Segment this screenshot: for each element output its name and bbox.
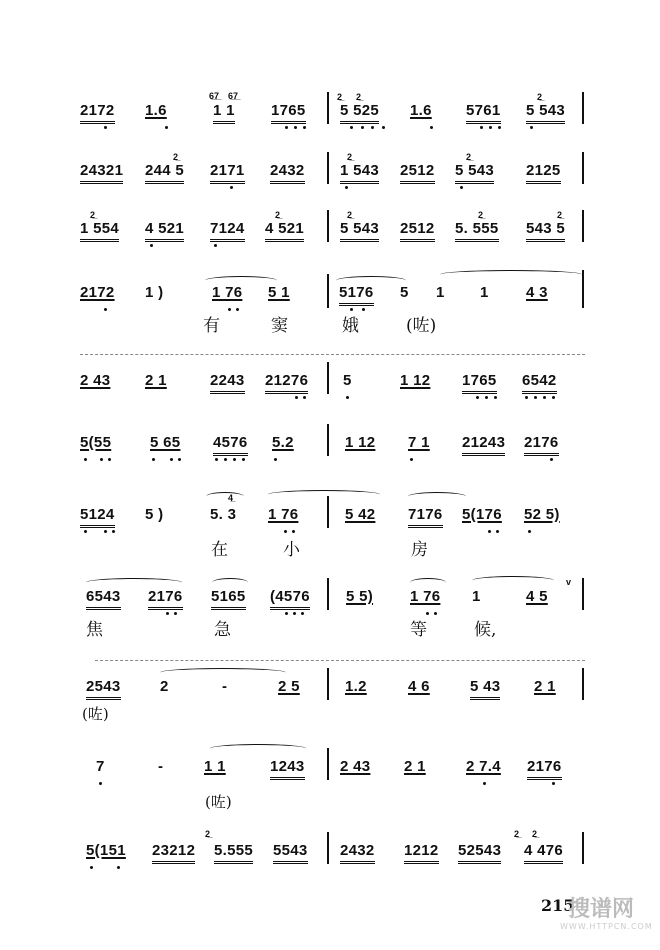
dot <box>104 126 107 129</box>
slur <box>206 492 244 501</box>
note-group: 1 543 <box>340 162 379 184</box>
barline <box>582 270 584 308</box>
note-group: 5 43 <box>470 678 500 700</box>
note-group: 1 76 <box>410 588 441 605</box>
note-group: 2176 <box>527 758 562 780</box>
dot <box>228 308 231 311</box>
slur <box>440 270 582 279</box>
lyric: 有 <box>203 316 220 336</box>
dot <box>430 126 433 129</box>
dot <box>104 308 107 311</box>
note-group: 5. 3 <box>210 506 237 523</box>
grace-note: 2̲ <box>537 92 543 102</box>
grace-note: 2̲ <box>337 92 343 102</box>
dot <box>214 244 217 247</box>
barline <box>582 578 584 610</box>
note-group: 5(55 <box>80 434 112 451</box>
note-group: 1 554 <box>80 220 119 242</box>
score-line-6 <box>0 428 660 468</box>
note-group: 1 76 <box>268 506 299 523</box>
note-group: 1.6 <box>145 102 167 119</box>
dot <box>293 612 296 615</box>
barline <box>327 496 329 528</box>
note-group: 2 7.4 <box>466 758 501 775</box>
grace-note: 2̲ <box>557 210 563 220</box>
dot <box>285 612 288 615</box>
note-group: - <box>222 678 228 695</box>
note-group: 4 5 <box>526 588 548 605</box>
dot <box>230 186 233 189</box>
note-group: 4 3 <box>526 284 548 301</box>
dot <box>215 458 218 461</box>
note-group: 5761 <box>466 102 501 124</box>
score-line-1 <box>0 91 660 136</box>
dot <box>84 530 87 533</box>
slur <box>472 576 554 585</box>
score-line-5 <box>0 366 660 406</box>
dot <box>152 458 155 461</box>
dot <box>292 530 295 533</box>
line-separator <box>95 660 585 661</box>
note-group: 5 543 <box>526 102 565 124</box>
barline <box>327 578 329 610</box>
note-group: 2176 <box>524 434 559 456</box>
dot <box>483 782 486 785</box>
dot <box>285 126 288 129</box>
grace-note: 2̲ <box>347 210 353 220</box>
score-line-8 <box>0 572 660 648</box>
barline <box>327 424 329 456</box>
slur <box>268 490 380 499</box>
note-group: 1 <box>436 284 445 301</box>
lyric: (咗) <box>406 316 437 336</box>
dot <box>236 308 239 311</box>
dot <box>534 396 537 399</box>
score-line-10 <box>0 742 660 814</box>
grace-note: 4̲ <box>228 493 234 503</box>
grace-note: 2̲ <box>478 210 484 220</box>
dot <box>100 458 103 461</box>
barline <box>327 210 329 242</box>
dot <box>274 458 277 461</box>
barline <box>327 832 329 864</box>
note-group: 1 12 <box>345 434 376 451</box>
dot <box>117 866 120 869</box>
dot <box>303 396 306 399</box>
note-group: 5(151 <box>86 842 126 859</box>
note-group: 543 5 <box>526 220 565 242</box>
breath-mark: v <box>566 577 572 587</box>
dot <box>303 126 306 129</box>
grace-note: 2̲ <box>173 152 179 162</box>
note-group: 1.6 <box>410 102 432 119</box>
note-group: 5(176 <box>462 506 502 523</box>
note-group: 5124 <box>80 506 115 528</box>
dot <box>498 126 501 129</box>
score-line-4 <box>0 276 660 350</box>
dot <box>108 458 111 461</box>
grace-note: 2̲ <box>356 92 362 102</box>
barline <box>582 668 584 700</box>
grace-note: 2̲ <box>532 829 538 839</box>
dot <box>165 126 168 129</box>
barline <box>327 668 329 700</box>
note-group: 5 5) <box>346 588 374 605</box>
lyric: 小 <box>283 540 300 560</box>
note-group: 1 1 <box>204 758 226 775</box>
lyric: (咗) <box>205 793 232 811</box>
dot <box>284 530 287 533</box>
dot <box>485 396 488 399</box>
dot <box>99 782 102 785</box>
note-group: 7176 <box>408 506 443 528</box>
watermark-logo: 搜谱网 <box>568 897 635 922</box>
line-separator <box>80 354 585 355</box>
lyric: 娥 <box>342 316 359 336</box>
note-group: 5165 <box>211 588 246 610</box>
note-group: 5.2 <box>272 434 294 451</box>
note-group: 6543 <box>86 588 121 610</box>
note-group: 5 1 <box>268 284 290 301</box>
note-group: 1765 <box>271 102 306 124</box>
note-group: 2432 <box>340 842 375 864</box>
dot <box>543 396 546 399</box>
grace-note: 6̲7̲ <box>209 91 220 101</box>
note-group: 7124 <box>210 220 245 242</box>
note-group: - <box>158 758 164 775</box>
note-group: 4 6 <box>408 678 430 695</box>
note-group: 2 1 <box>534 678 556 695</box>
dot <box>301 612 304 615</box>
note-group: 2172 <box>80 102 115 124</box>
grace-note: 2̲ <box>514 829 520 839</box>
note-group: 2 43 <box>80 372 111 389</box>
dot <box>550 458 553 461</box>
dot <box>350 126 353 129</box>
note-group: 52 5) <box>524 506 560 523</box>
note-group: 2243 <box>210 372 245 394</box>
score-line-2 <box>0 152 660 196</box>
dot <box>426 612 429 615</box>
note-group: 5 ) <box>145 506 164 523</box>
dot <box>90 866 93 869</box>
dot <box>346 396 349 399</box>
note-group: 2512 <box>400 162 435 184</box>
note-group: 1.2 <box>345 678 367 695</box>
note-group: 52543 <box>458 842 501 864</box>
note-group: 5 42 <box>345 506 376 523</box>
dot <box>434 612 437 615</box>
score-line-11 <box>0 830 660 874</box>
grace-note: 2̲ <box>90 210 96 220</box>
note-group: 2 <box>160 678 169 695</box>
score-line-9 <box>0 666 660 726</box>
dot <box>233 458 236 461</box>
barline <box>327 152 329 184</box>
dot <box>166 612 169 615</box>
dot <box>361 126 364 129</box>
note-group: 5 65 <box>150 434 181 451</box>
dot <box>410 458 413 461</box>
note-group: 2 43 <box>340 758 371 775</box>
note-group: 2172 <box>80 284 115 301</box>
note-group: 5176 <box>339 284 374 306</box>
barline <box>327 92 329 124</box>
note-group: 4 521 <box>265 220 304 242</box>
dot <box>150 244 153 247</box>
grace-note: 2̲ <box>275 210 281 220</box>
dot <box>345 186 348 189</box>
grace-note: 2̲ <box>347 152 353 162</box>
dot <box>362 308 365 311</box>
note-group: 2432 <box>270 162 305 184</box>
page-number: 215 <box>541 896 575 915</box>
note-group: 5 543 <box>340 220 379 242</box>
grace-note: 2̲ <box>466 152 472 162</box>
note-group: 2512 <box>400 220 435 242</box>
note-group: 5543 <box>273 842 308 864</box>
score-line-7 <box>0 488 660 564</box>
lyric: 在 <box>211 540 228 560</box>
note-group: 5 <box>400 284 409 301</box>
note-group: 2171 <box>210 162 245 184</box>
dot <box>294 126 297 129</box>
note-group: 5 543 <box>455 162 494 184</box>
grace-note: 2̲ <box>205 829 211 839</box>
dot <box>112 530 115 533</box>
dot <box>552 396 555 399</box>
note-group: 1 <box>480 284 489 301</box>
slur <box>212 578 248 587</box>
dot <box>488 530 491 533</box>
dot <box>170 458 173 461</box>
note-group: 2125 <box>526 162 561 184</box>
dot <box>382 126 385 129</box>
watermark-url: WWW.HTTPCN.COM <box>560 922 653 931</box>
barline <box>582 832 584 864</box>
slur <box>210 744 306 753</box>
note-group: 5. 555 <box>455 220 499 242</box>
note-group: 1212 <box>404 842 439 864</box>
lyric: 焦 <box>86 620 103 640</box>
barline <box>582 210 584 242</box>
dot <box>552 782 555 785</box>
slur <box>86 578 182 587</box>
lyric: 候, <box>474 620 497 640</box>
dot <box>224 458 227 461</box>
barline <box>582 152 584 184</box>
dot <box>530 126 533 129</box>
lyric: 窦 <box>271 316 288 336</box>
dot <box>371 126 374 129</box>
note-group: 2176 <box>148 588 183 610</box>
note-group: (4576 <box>270 588 310 610</box>
slur <box>408 492 466 501</box>
dot <box>496 530 499 533</box>
note-group: 5.555 <box>214 842 253 864</box>
dot <box>295 396 298 399</box>
dot <box>494 396 497 399</box>
note-group: 5 <box>343 372 352 389</box>
barline <box>582 92 584 124</box>
note-group: 2 5 <box>278 678 300 695</box>
note-group: 21243 <box>462 434 505 456</box>
barline <box>327 362 329 394</box>
note-group: 244 5 <box>145 162 184 184</box>
note-group: 4576 <box>213 434 248 456</box>
note-group: 2 1 <box>404 758 426 775</box>
slur <box>160 668 286 677</box>
note-group: 24321 <box>80 162 123 184</box>
barline <box>327 274 329 308</box>
note-group: 1 76 <box>212 284 243 301</box>
note-group: 1 <box>472 588 481 605</box>
slur <box>410 578 446 587</box>
lyric: 房 <box>411 540 428 560</box>
score-line-3 <box>0 210 660 254</box>
note-group: 7 <box>96 758 105 775</box>
dot <box>476 396 479 399</box>
dot <box>242 458 245 461</box>
lyric: 急 <box>214 620 231 640</box>
dot <box>528 530 531 533</box>
note-group: 7 1 <box>408 434 430 451</box>
dot <box>525 396 528 399</box>
note-group: 1 12 <box>400 372 431 389</box>
dot <box>178 458 181 461</box>
note-group: 1 1 <box>213 102 235 124</box>
dot <box>104 530 107 533</box>
note-group: 23212 <box>152 842 195 864</box>
note-group: 5 525 <box>340 102 379 124</box>
note-group: 2 1 <box>145 372 167 389</box>
note-group: 2543 <box>86 678 121 700</box>
note-group: 6542 <box>522 372 557 394</box>
lyric: 等 <box>410 620 427 640</box>
lyric: (咗) <box>82 705 109 723</box>
note-group: 21276 <box>265 372 308 394</box>
dot <box>489 126 492 129</box>
dot <box>480 126 483 129</box>
note-group: 1243 <box>270 758 305 780</box>
dot <box>174 612 177 615</box>
dot <box>84 458 87 461</box>
dot <box>350 308 353 311</box>
note-group: 4 521 <box>145 220 184 242</box>
barline <box>327 748 329 780</box>
note-group: 1765 <box>462 372 497 394</box>
note-group: 4 476 <box>524 842 563 864</box>
note-group: 1 ) <box>145 284 164 301</box>
grace-note: 6̲7̲ <box>228 91 239 101</box>
dot <box>460 186 463 189</box>
